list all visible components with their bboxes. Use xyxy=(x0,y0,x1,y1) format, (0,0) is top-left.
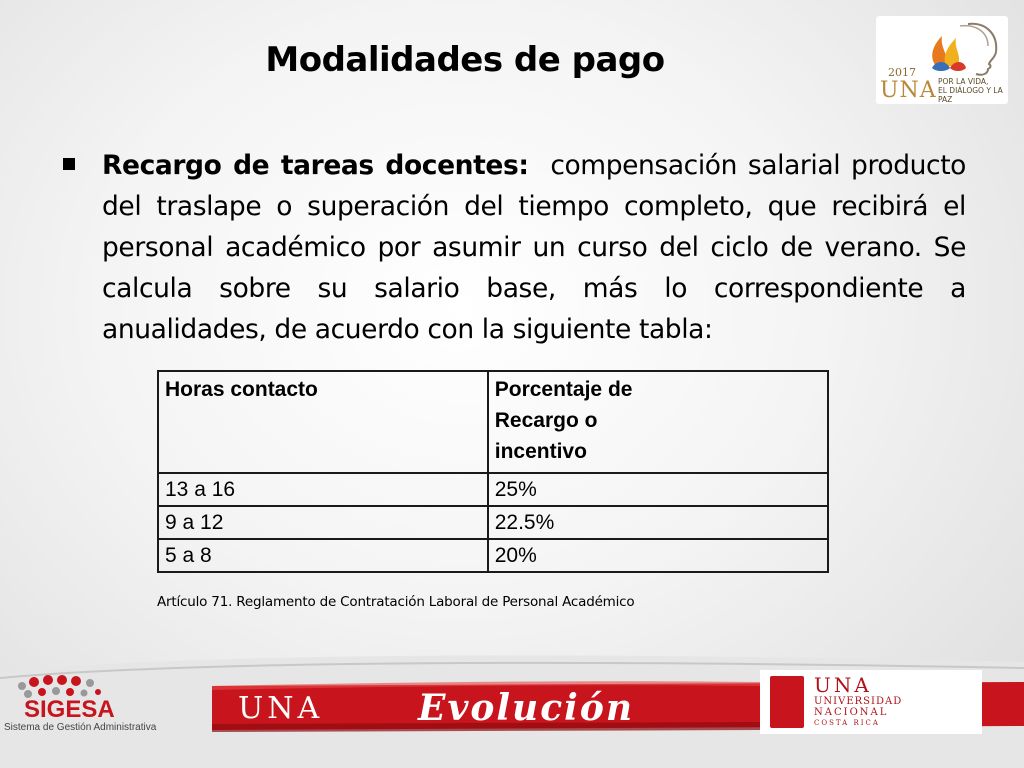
banner-evolucion-text: Evolución xyxy=(418,687,634,729)
footer-banner xyxy=(0,652,1024,768)
banner-una-text: UNA xyxy=(238,691,324,726)
logo-una-text: UNA xyxy=(880,78,937,103)
logo-motto-line1: POR LA VIDA, xyxy=(938,77,989,86)
table-cell-percent: 20% xyxy=(488,539,828,572)
university-shield-icon xyxy=(770,676,804,728)
source-citation: Artículo 71. Reglamento de Contratación Laboral de Personal Académico xyxy=(157,594,635,610)
sigesa-subtitle: Sistema de Gestión Administrativa xyxy=(4,722,157,733)
body-paragraph xyxy=(102,145,966,350)
table-row xyxy=(158,473,828,506)
slide-title: Modalidades de pago xyxy=(265,40,665,80)
university-line3: COSTA RICA xyxy=(814,719,880,727)
surcharge-table xyxy=(157,370,829,573)
table-row xyxy=(158,539,828,572)
header-porcentaje-text: Porcentaje de Recargo o incentivo xyxy=(494,378,633,463)
university-una-text: UNA xyxy=(814,673,872,697)
logo-year: 2017 xyxy=(888,66,916,79)
table-cell-hours: 9 a 12 xyxy=(158,506,488,539)
header-horas-contacto: Horas contacto xyxy=(158,371,488,473)
table-cell-percent: 25% xyxy=(488,473,828,506)
header-porcentaje xyxy=(488,371,828,473)
table-row xyxy=(158,506,828,539)
university-line2: NACIONAL xyxy=(814,707,889,718)
sigesa-name: SIGESA xyxy=(24,696,115,723)
table-header-row xyxy=(158,371,828,473)
logo-motto-line2: EL DIÁLOGO Y LA PAZ xyxy=(938,86,1003,104)
term-definition: compensación salarial producto del traslape o superación del tiempo completo, que recibirá el personal académico por asumir un curso del ciclo de verano. Se calcula sobre su salario base, más lo correspondiente a anualidades, de acuerdo con la siguiente tabla: xyxy=(102,150,966,345)
table-cell-percent: 22.5% xyxy=(488,506,828,539)
square-bullet-icon xyxy=(63,158,75,170)
term-label: Recargo de tareas docentes: xyxy=(102,150,529,181)
logo-motto xyxy=(938,77,1008,104)
table-cell-hours: 13 a 16 xyxy=(158,473,488,506)
table-cell-hours: 5 a 8 xyxy=(158,539,488,572)
university-line1: UNIVERSIDAD xyxy=(814,696,903,707)
una-2017-logo xyxy=(876,16,1008,104)
